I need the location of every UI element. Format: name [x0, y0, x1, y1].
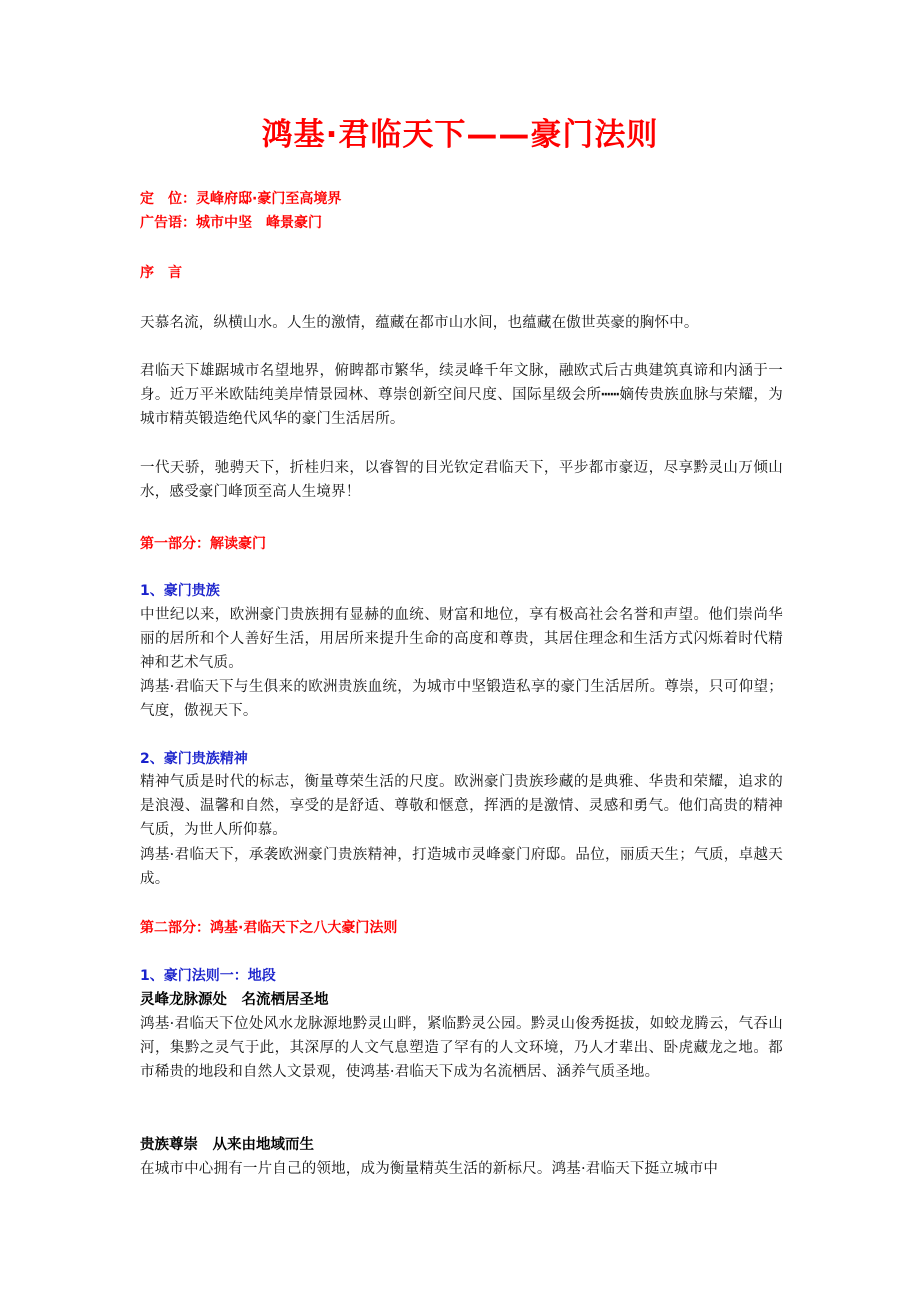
- part1-section2-heading: 2、豪门贵族精神: [140, 751, 248, 767]
- preface-paragraph-1: 天慕名流，纵横山水。人生的激情，蕴藏在都市山水间，也蕴藏在傲世英豪的胸怀中。: [140, 315, 699, 331]
- part1-section1-paragraph-1: 中世纪以来，欧洲豪门贵族拥有显赫的血统、财富和地位，享有极高社会名誉和声望。他们崇尚华丽的居所和个人善好生活，用居所来提升生命的高度和尊贵，其居住理念和生活方式闪烁着时代精神和艺术气质。: [140, 607, 783, 671]
- part2-section1-subheading-1: 灵峰龙脉源处 名流栖居圣地: [140, 992, 329, 1008]
- preface-paragraph-2: 君临天下雄踞城市名望地界，俯睥都市繁华，续灵峰千年文脉，融欧式后古典建筑真谛和内涵于一身。近万平米欧陆纯美岸情景园林、尊崇创新空间尺度、国际星级会所┅┅嫡传贵族血脉与荣耀，为城市精英锻造绝代风华的豪门生活居所。: [140, 363, 783, 427]
- positioning-line: 定 位：灵峰府邸·豪门至高境界: [140, 191, 342, 207]
- part1-section2-paragraph-1: 精神气质是时代的标志，衡量尊荣生活的尺度。欧洲豪门贵族珍藏的是典雅、华贵和荣耀，追求的是浪漫、温馨和自然，享受的是舒适、尊敬和惬意，挥洒的是激情、灵感和勇气。他们高贵的精神气质，为世人所仰慕。: [140, 774, 783, 838]
- part1-section2-paragraph-2: 鸿基·君临天下，承袭欧洲豪门贵族精神，打造城市灵峰豪门府邸。品位，丽质天生；气质，卓越天成。: [140, 847, 783, 887]
- part2-section1-subheading-2: 贵族尊崇 从来由地域而生: [140, 1137, 314, 1153]
- part2-section1-paragraph-2: 在城市中心拥有一片自己的领地，成为衡量精英生活的新标尺。鸿基·君临天下挺立城市中: [140, 1161, 719, 1177]
- part2-section1-heading: 1、豪门法则一：地段: [140, 968, 276, 984]
- part1-section1-paragraph-2: 鸿基·君临天下与生俱来的欧洲贵族血统，为城市中坚锻造私享的豪门生活居所。尊崇，只可仰望；气度，傲视天下。: [140, 679, 783, 719]
- slogan-line: 广告语：城市中坚 峰景豪门: [140, 215, 322, 231]
- preface-paragraph-3: 一代天骄，驰骋天下，折桂归来，以睿智的目光钦定君临天下，平步都市豪迈，尽享黔灵山万倾山水，感受豪门峰顶至高人生境界！: [140, 460, 783, 500]
- document-title: 鸿基·君临天下——豪门法则: [261, 117, 659, 153]
- part1-section1-heading: 1、豪门贵族: [140, 583, 220, 599]
- part2-section1-paragraph-1: 鸿基·君临天下位处风水龙脉源地黔灵山畔，紧临黔灵公园。黔灵山俊秀挺拔，如蛟龙腾云，气吞山河，集黔之灵气于此，其深厚的人文气息塑造了罕有的人文环境，乃人才辈出、卧虎藏龙之地。都市稀贵的地段和自然人文景观，使鸿基·君临天下成为名流栖居、涵养气质圣地。: [140, 1016, 783, 1080]
- preface-heading: 序 言: [140, 265, 182, 281]
- part2-heading: 第二部分：鸿基·君临天下之八大豪门法则: [140, 920, 398, 936]
- part1-heading: 第一部分：解读豪门: [140, 536, 266, 552]
